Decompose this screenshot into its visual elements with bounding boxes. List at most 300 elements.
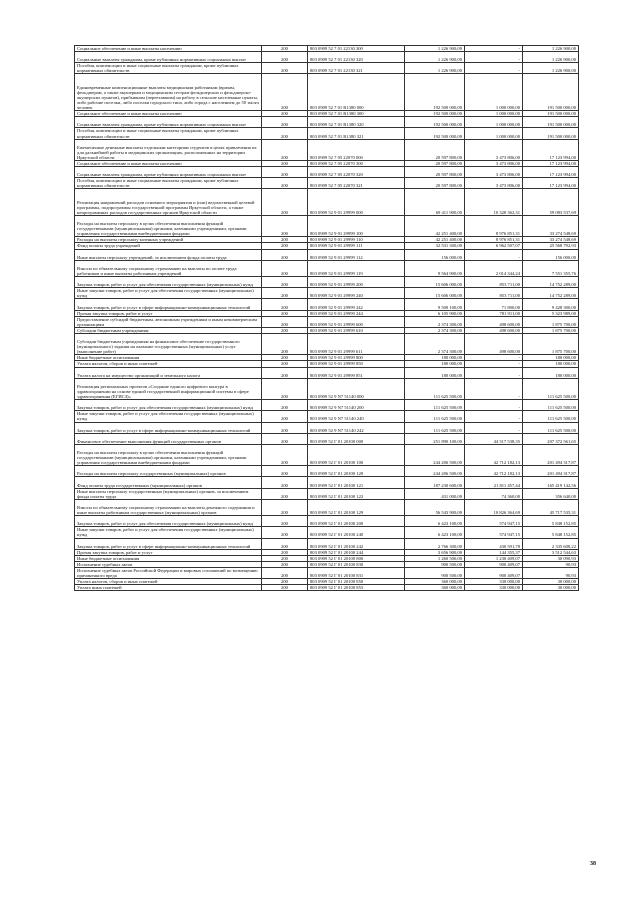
row-name-cell: Взносы по обязательному социальному страхованию на выплаты по оплате труда работников и иные выплаты работникам учреждений [75,260,262,276]
row-kbk-cell: 803 0909 52 Г 01 20100 800 [308,555,405,561]
table-row [75,237,579,243]
row-rest-cell: 191 500 000,00 [523,117,579,128]
table-body [75,46,579,591]
table-row [75,74,579,111]
row-rest-cell: 191 500 000,00 [523,111,579,117]
row-code-cell: 200 [262,260,308,276]
row-plan-cell: 156 000,00 [405,249,465,260]
row-name-cell: Социальное обеспечение и иные выплаты населению [75,161,262,167]
row-kbk-cell: 803 0909 52 9 01 29999 110 [308,237,405,243]
row-code-cell: 200 [262,46,308,52]
row-plan-cell: 192 500 000,00 [405,128,465,139]
table-row [75,422,579,433]
row-rest-cell: 111 625 500,00 [523,400,579,411]
row-plan-cell: 1 226 900,00 [405,63,465,74]
row-rest-cell: 1 875 700,00 [523,327,579,333]
row-plan-cell: 111 625 500,00 [405,400,465,411]
row-kbk-cell: 803 0909 52 9 01 29999 100 [308,215,405,236]
table-row [75,260,579,276]
row-rest-cell: 30 090,93 [523,555,579,561]
row-name-cell: Уплата налогов, сборов и иных платежей [75,579,262,585]
row-code-cell: 200 [262,488,308,499]
row-rest-cell: 30 000,00 [523,579,579,585]
row-name-cell: Закупка товаров, работ и услуг в сфере информационно-коммуникационных технологий [75,422,262,433]
row-code-cell: 200 [262,117,308,128]
row-done-cell: 10 826 364,69 [465,499,523,515]
row-name-cell: Закупка товаров, работ и услуг для обеспечения государственных (муниципальных) нужд [75,400,262,411]
row-name-cell: Предоставление субсидий бюджетным, автономным учреждениям и иным некоммерческим организациям [75,316,262,327]
row-kbk-cell: 803 0909 52 9 01 29999 800 [308,355,405,361]
table-row [75,299,579,310]
row-plan-cell: 6 423 100,00 [405,516,465,527]
row-done-cell: - [465,46,523,52]
page-number: 38 [590,861,596,867]
table-row [75,288,579,299]
row-plan-cell: 20 597 800,00 [405,167,465,178]
row-rest-cell: 45 717 535,31 [523,499,579,515]
row-done-cell: 3 473 806,00 [465,167,523,178]
row-plan-cell: 180 000,00 [405,367,465,378]
row-name-cell: Закупка товаров, работ и услуг в сфере информационно-коммуникационных технологий [75,538,262,549]
row-code-cell: 200 [262,249,308,260]
row-name-cell: Социальное обеспечение и иные выплаты населению [75,46,262,52]
row-name-cell: Иные выплаты персоналу государственных (муниципальных) органов, за исключением фонда оплаты труда [75,488,262,499]
table-row [75,466,579,477]
row-done-cell: 900 409,07 [465,561,523,567]
row-done-cell: 74 360,00 [465,488,523,499]
row-plan-cell: 900 500,00 [405,561,465,567]
row-kbk-cell: 803 0909 52 Г 01 20100 000 [308,433,405,444]
row-code-cell: 200 [262,63,308,74]
row-kbk-cell: 803 0909 52 7 01 22130 320 [308,52,405,63]
row-plan-cell: 111 625 500,00 [405,422,465,433]
row-done-cell: 781 911,00 [465,310,523,316]
row-name-cell: Иные закупки товаров, работ и услуг для обеспечения государственных (муниципальных) нужд [75,411,262,422]
row-kbk-cell: 803 0909 52 Г 01 20100 122 [308,488,405,499]
row-plan-cell: 431 000,00 [405,488,465,499]
row-rest-cell: 165 419 142,56 [523,477,579,488]
row-name-cell: Пособия, компенсации и иные социальные выплаты гражданам, кроме публичных нормативных обязательств [75,63,262,74]
row-rest-cell: 1 875 700,00 [523,333,579,354]
row-rest-cell: 2 335 608,22 [523,538,579,549]
row-code-cell: 200 [262,161,308,167]
table-row [75,499,579,515]
row-done-cell: 430 591,78 [465,538,523,549]
row-done-cell: 144 355,37 [465,549,523,555]
row-name-cell: Уплата налога на имущество организаций и земельного налога [75,367,262,378]
row-name-cell: Уплата налогов, сборов и иных платежей [75,361,262,367]
row-plan-cell: 192 500 000,00 [405,74,465,111]
row-rest-cell: 111 625 500,00 [523,378,579,399]
table-row [75,444,579,465]
row-code-cell: 200 [262,378,308,399]
row-kbk-cell: 803 0909 52 9 N7 51140 200 [308,400,405,411]
row-name-cell: Исполнение судебных актов [75,561,262,567]
row-name-cell: Исполнение судебных актов Российской Федерации и мировых соглашений по возмещению причиненного вреда [75,567,262,578]
row-name-cell: Прочая закупка товаров, работ и услуг [75,310,262,316]
row-done-cell: - [465,52,523,63]
row-kbk-cell: 803 0909 52 Г 01 20100 244 [308,549,405,555]
row-rest-cell: 5 323 989,00 [523,310,579,316]
row-done-cell: 3 473 806,00 [465,139,523,160]
row-kbk-cell: 803 0909 52 Г 01 20100 242 [308,538,405,549]
row-plan-cell: 244 206 500,00 [405,466,465,477]
row-code-cell: 200 [262,400,308,411]
row-kbk-cell: 803 0909 52 9 01 29999 000 [308,189,405,216]
row-kbk-cell: 803 0909 52 7 01 R1380 321 [308,128,405,139]
row-name-cell: Реализация региональных проектов «Создание единого цифрового контура в здравоохранении на основе единой государственной информационной системы в сфере здравоохранения (ЕГИСЗ)» [75,378,262,399]
row-plan-cell: 180 000,00 [405,361,465,367]
row-name-cell: Финансовое обеспечение выполнения функций государственных органов [75,433,262,444]
row-kbk-cell: 803 0909 52 7 01 R1380 300 [308,111,405,117]
table-row [75,128,579,139]
row-code-cell: 200 [262,567,308,578]
row-done-cell: 853 711,00 [465,288,523,299]
row-plan-cell: 2 374 300,00 [405,333,465,354]
row-kbk-cell: 803 0909 52 9 N7 51140 000 [308,378,405,399]
table-row [75,167,579,178]
table-row [75,117,579,128]
row-kbk-cell: 803 0909 52 Г 01 20100 129 [308,499,405,515]
row-code-cell: 200 [262,466,308,477]
row-rest-cell: 90,93 [523,561,579,567]
row-done-cell: 42 712 182,13 [465,444,523,465]
row-code-cell: 200 [262,167,308,178]
row-done-cell: 3 473 806,00 [465,178,523,189]
table-row [75,310,579,316]
row-name-cell: Социальное обеспечение и иные выплаты населению [75,111,262,117]
row-name-cell: Расходы на выплаты персоналу в целях обеспечения выполнения функций государственными (муниципальными) органами, казенными учреждениями, органами управления государственными внебюджетными фондами [75,215,262,236]
row-kbk-cell: 803 0909 52 9 01 29999 242 [308,299,405,310]
row-plan-cell: 42 251 400,00 [405,215,465,236]
row-name-cell: Единовременные компенсационные выплаты медицинским работникам (врачам, фельдшерам, а также акушеркам и медицинским сестрам фельдшерских и фельдшерско-акушерских пунктов), прибывшим (переехавшим) на работу в сельские населенные пункты, либо рабочие поселки, либо поселки городского типа, либо города с населением до 50 тысяч человек [75,74,262,111]
row-code-cell: 200 [262,361,308,367]
row-rest-cell: 1 875 700,00 [523,316,579,327]
row-code-cell: 200 [262,333,308,354]
table-row [75,367,579,378]
row-name-cell: Расходы на выплаты персоналу государственных (муниципальных) органов [75,466,262,477]
row-plan-cell: 1 226 900,00 [405,46,465,52]
row-rest-cell: 356 640,00 [523,488,579,499]
row-done-cell: 1 000 000,00 [465,74,523,111]
row-plan-cell: 111 625 500,00 [405,378,465,399]
row-name-cell: Социальные выплаты гражданам, кроме публичных нормативных социальных выплат [75,167,262,178]
row-kbk-cell: 803 0909 52 9 01 29999 611 [308,333,405,354]
row-name-cell: Взносы по обязательному социальному страхованию на выплаты денежного содержания и иные выплаты работникам государственных (муниципальных) органов [75,499,262,515]
row-plan-cell: 244 206 500,00 [405,444,465,465]
row-plan-cell: 1 260 500,00 [405,555,465,561]
row-done-cell: 6 962 507,07 [465,243,523,249]
row-rest-cell: 17 123 994,00 [523,178,579,189]
row-done-cell: - [465,63,523,74]
row-rest-cell: 17 123 994,00 [523,161,579,167]
row-kbk-cell: 803 0909 52 9 01 29999 851 [308,367,405,378]
row-rest-cell: 17 123 994,00 [523,139,579,160]
row-kbk-cell: 803 0909 52 Г 01 20100 121 [308,477,405,488]
row-kbk-cell: 803 0909 52 Г 01 20100 850 [308,579,405,585]
row-done-cell: - [465,355,523,361]
row-rest-cell: 33 274 548,69 [523,215,579,236]
row-name-cell: Социальные выплаты гражданам, кроме публичных нормативных социальных выплат [75,117,262,128]
row-kbk-cell: 803 0909 52 7 01 R1380 320 [308,117,405,128]
row-kbk-cell: 803 0909 52 9 01 29999 244 [308,310,405,316]
table-row [75,585,579,591]
row-rest-cell: 207 372 561,65 [523,433,579,444]
row-done-cell: 900 409,07 [465,567,523,578]
row-done-cell: 10 328 362,31 [465,189,523,216]
table-row [75,277,579,288]
row-plan-cell: 32 531 300,00 [405,243,465,249]
row-code-cell: 200 [262,237,308,243]
row-done-cell: - [465,249,523,260]
row-code-cell: 200 [262,74,308,111]
row-done-cell: 8 976 851,31 [465,237,523,243]
row-done-cell: - [465,422,523,433]
table-row [75,215,579,236]
row-rest-cell: 1 226 900,00 [523,52,579,63]
row-kbk-cell: 803 0909 52 7 05 22070 300 [308,161,405,167]
row-name-cell: Иные закупки товаров, работ и услуг для обеспечения государственных (муниципальных) нужд [75,288,262,299]
row-rest-cell: 59 083 537,69 [523,189,579,216]
row-kbk-cell: 803 0909 52 9 01 29999 111 [308,243,405,249]
row-name-cell: Социальные выплаты гражданам, кроме публичных нормативных социальных выплат [75,52,262,63]
row-kbk-cell: 803 0909 52 7 01 22130 300 [308,46,405,52]
table-row [75,139,579,160]
row-done-cell: 42 712 182,13 [465,466,523,477]
row-done-cell: 498 600,00 [465,327,523,333]
row-rest-cell: 9 428 300,00 [523,299,579,310]
row-kbk-cell: 803 0909 52 7 05 22070 320 [308,167,405,178]
table-row [75,516,579,527]
row-name-cell: Закупка товаров, работ и услуг для обеспечения государственных (муниципальных) нужд [75,516,262,527]
row-name-cell: Расходы на выплаты персоналу казенных учреждений [75,237,262,243]
row-code-cell: 200 [262,128,308,139]
row-name-cell: Прочая закупка товаров, работ и услуг [75,549,262,555]
table-row [75,579,579,585]
row-done-cell: 2 014 344,24 [465,260,523,276]
row-kbk-cell: 803 0909 52 7 01 22130 321 [308,63,405,74]
table-row [75,178,579,189]
row-plan-cell: 9 564 900,00 [405,260,465,276]
row-code-cell: 200 [262,277,308,288]
row-plan-cell: 251 890 100,00 [405,433,465,444]
row-kbk-cell: 803 0909 52 Г 01 20100 831 [308,567,405,578]
table-row [75,52,579,63]
row-done-cell: - [465,361,523,367]
row-code-cell: 200 [262,477,308,488]
row-done-cell: 1 000 000,00 [465,111,523,117]
row-done-cell: - [465,378,523,399]
row-rest-cell: 3 512 544,63 [523,549,579,555]
row-code-cell: 200 [262,499,308,515]
row-code-cell: 200 [262,327,308,333]
row-kbk-cell: 803 0909 52 Г 01 20100 120 [308,466,405,477]
row-plan-cell: 360 000,00 [405,579,465,585]
row-kbk-cell: 803 0909 52 9 01 29999 600 [308,316,405,327]
row-code-cell: 200 [262,139,308,160]
row-kbk-cell: 803 0909 52 7 01 R1380 000 [308,74,405,111]
row-kbk-cell: 803 0909 52 9 01 29999 240 [308,288,405,299]
row-done-cell: 330 000,00 [465,585,523,591]
row-code-cell: 200 [262,316,308,327]
row-kbk-cell: 803 0909 52 9 N7 51140 240 [308,411,405,422]
row-done-cell: 8 976 851,31 [465,215,523,236]
table-row [75,161,579,167]
table-row [75,378,579,399]
row-name-cell: Иные выплаты персоналу учреждений, за исключением фонда оплаты труда [75,249,262,260]
row-code-cell: 200 [262,585,308,591]
row-plan-cell: 6 105 900,00 [405,310,465,316]
row-done-cell: 44 517 538,35 [465,433,523,444]
row-code-cell: 200 [262,355,308,361]
row-done-cell: 1 000 000,00 [465,128,523,139]
row-name-cell: Уплата иных платежей [75,585,262,591]
row-code-cell: 200 [262,411,308,422]
row-code-cell: 200 [262,310,308,316]
row-plan-cell: 900 500,00 [405,567,465,578]
row-name-cell: Фонд оплаты труда учреждений [75,243,262,249]
row-name-cell: Иные бюджетные ассигнования [75,355,262,361]
row-rest-cell: 191 500 000,00 [523,128,579,139]
row-code-cell: 200 [262,538,308,549]
row-code-cell: 200 [262,433,308,444]
row-name-cell: Пособия, компенсации и иные социальные выплаты гражданам, кроме публичных нормативных обязательств [75,128,262,139]
table-row [75,488,579,499]
row-done-cell: 498 600,00 [465,316,523,327]
row-name-cell: Иные закупки товаров, работ и услуг для обеспечения государственных (муниципальных) нужд [75,527,262,538]
row-code-cell: 200 [262,178,308,189]
row-rest-cell: 1 226 900,00 [523,46,579,52]
row-plan-cell: 192 500 000,00 [405,117,465,128]
row-kbk-cell: 803 0909 52 Г 01 20100 200 [308,516,405,527]
table-row [75,63,579,74]
row-code-cell: 200 [262,367,308,378]
row-done-cell: 21 811 457,44 [465,477,523,488]
row-code-cell: 200 [262,516,308,527]
row-rest-cell: 201 494 317,87 [523,466,579,477]
row-rest-cell: 111 625 500,00 [523,411,579,422]
row-code-cell: 200 [262,243,308,249]
row-plan-cell: 2 374 300,00 [405,316,465,327]
row-done-cell: 1 230 409,07 [465,555,523,561]
report-sheet [74,45,578,591]
row-rest-cell: 14 752 289,00 [523,277,579,288]
row-code-cell: 200 [262,444,308,465]
table-row [75,189,579,216]
row-name-cell: Реализация направлений расходов основного мероприятия и (или) ведомственной целевой программы, подпрограммы государственной программы Иркутской области, а также непрограммных расходов государственных органов Иркутской области [75,189,262,216]
table-row [75,333,579,354]
table-row [75,316,579,327]
row-plan-cell: 56 543 900,00 [405,499,465,515]
row-plan-cell: 2 374 300,00 [405,327,465,333]
row-code-cell: 200 [262,52,308,63]
table-row [75,567,579,578]
row-rest-cell: 90,93 [523,567,579,578]
row-rest-cell: 33 274 548,69 [523,237,579,243]
row-kbk-cell: 803 0909 52 Г 01 20100 853 [308,585,405,591]
row-rest-cell: 156 000,00 [523,249,579,260]
row-name-cell: Расходы на выплаты персоналу в целях обеспечения выполнения функций государственными (муниципальными) органами, казенными учреждениями, органами управления государственными внебюджетными фондами [75,444,262,465]
row-name-cell: Иные бюджетные ассигнования [75,555,262,561]
row-done-cell: 853 711,00 [465,277,523,288]
row-kbk-cell: 803 0909 52 Г 01 20100 100 [308,444,405,465]
row-kbk-cell: 803 0909 52 9 N7 51140 242 [308,422,405,433]
row-rest-cell: 30 000,00 [523,585,579,591]
row-code-cell: 200 [262,579,308,585]
row-rest-cell: 191 500 000,00 [523,74,579,111]
row-kbk-cell: 803 0909 52 7 05 22070 000 [308,139,405,160]
row-code-cell: 200 [262,189,308,216]
row-kbk-cell: 803 0909 52 9 01 29999 200 [308,277,405,288]
table-row [75,411,579,422]
row-name-cell: Субсидии бюджетным учреждениям на финансовое обеспечение государственного (муниципального) задания на оказание государственных (муниципальных) услуг (выполнение работ) [75,333,262,354]
row-done-cell: 330 000,00 [465,579,523,585]
row-plan-cell: 111 625 500,00 [405,411,465,422]
row-code-cell: 200 [262,555,308,561]
row-done-cell: 574 947,15 [465,516,523,527]
table-row [75,477,579,488]
row-plan-cell: 6 423 100,00 [405,527,465,538]
row-name-cell: Закупка товаров, работ и услуг в сфере информационно-коммуникационных технологий [75,299,262,310]
row-rest-cell: 201 494 317,87 [523,444,579,465]
row-done-cell: - [465,367,523,378]
row-done-cell: 574 947,15 [465,527,523,538]
row-plan-cell: 20 597 800,00 [405,178,465,189]
row-plan-cell: 15 606 000,00 [405,288,465,299]
row-code-cell: 200 [262,299,308,310]
table-row [75,538,579,549]
row-rest-cell: 1 226 900,00 [523,63,579,74]
row-plan-cell: 69 411 900,00 [405,189,465,216]
row-code-cell: 200 [262,561,308,567]
row-name-cell: Фонд оплаты труда государственных (муниципальных) органов [75,477,262,488]
row-rest-cell: 5 848 152,85 [523,527,579,538]
row-name-cell: Закупка товаров, работ и услуг для обеспечения государственных (муниципальных) нужд [75,277,262,288]
row-rest-cell: 180 000,00 [523,367,579,378]
row-plan-cell: 9 500 100,00 [405,299,465,310]
row-code-cell: 200 [262,215,308,236]
row-plan-cell: 42 251 400,00 [405,237,465,243]
row-plan-cell: 2 766 300,00 [405,538,465,549]
table-row [75,400,579,411]
table-row [75,249,579,260]
table-row [75,527,579,538]
row-done-cell: 498 600,00 [465,333,523,354]
row-kbk-cell: 803 0909 52 Г 01 20100 240 [308,527,405,538]
table-row [75,111,579,117]
row-name-cell: Ежемесячные денежные выплаты отдельным категориям студентов в целях привлечения их для дальнейшей работы в медицинских организациях, расположенных на территории Иркутской области [75,139,262,160]
table-row [75,549,579,555]
row-kbk-cell: 803 0909 52 9 01 29999 610 [308,327,405,333]
row-name-cell: Субсидии бюджетным учреждениям [75,327,262,333]
row-done-cell: - [465,411,523,422]
row-plan-cell: 360 000,00 [405,585,465,591]
row-rest-cell: 180 000,00 [523,361,579,367]
row-plan-cell: 187 230 600,00 [405,477,465,488]
row-code-cell: 200 [262,288,308,299]
row-kbk-cell: 803 0909 52 9 01 29999 112 [308,249,405,260]
row-done-cell: 1 000 000,00 [465,117,523,128]
budget-execution-table [74,45,579,591]
row-kbk-cell: 803 0909 52 7 05 22070 321 [308,178,405,189]
row-kbk-cell: 803 0909 52 9 01 29999 850 [308,361,405,367]
row-rest-cell: 7 551 355,76 [523,260,579,276]
row-plan-cell: 20 597 800,00 [405,139,465,160]
row-plan-cell: 192 500 000,00 [405,111,465,117]
row-code-cell: 200 [262,422,308,433]
row-done-cell: - [465,400,523,411]
row-plan-cell: 1 226 900,00 [405,52,465,63]
